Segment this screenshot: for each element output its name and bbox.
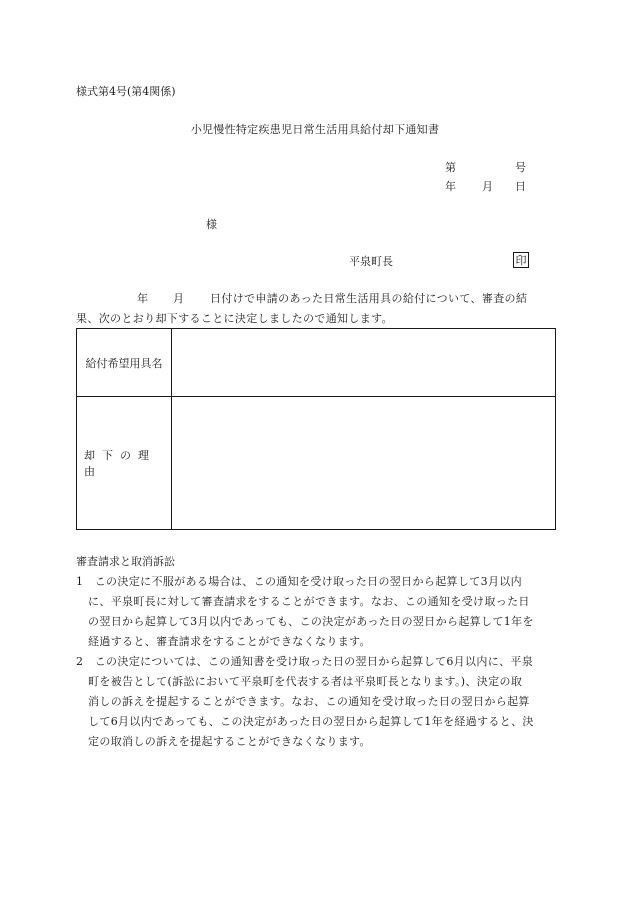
date-day: 日 <box>515 180 526 193</box>
intro-month: 月 <box>173 292 184 305</box>
table-row-reason <box>77 397 555 529</box>
table-row-item <box>77 329 555 397</box>
intro-line-2: 果、次のとおり却下することに決定しましたので通知します。 <box>76 312 393 325</box>
intro-line-1 <box>76 293 527 304</box>
appeal-item-2-line: 町を被告として(訴訟において平泉町を代表する者は平泉町長となります。)、決定の取 <box>88 675 523 688</box>
appeal-item-2-line: 消しの訴えを提起することができます。なお、この通知を受け取った日の翌日から起算 <box>88 695 530 708</box>
form-number: 様式第4号(第4関係) <box>76 85 176 98</box>
appeal-item-2-line: 2 この決定については、この通知書を受け取った日の翌日から起算して6月以内に、平泉 <box>76 655 534 668</box>
issuer-name: 平泉町長 <box>349 255 393 268</box>
seal-box: 印 <box>513 252 529 268</box>
intro-line-1-text: 日付けで申請のあった日常生活用具の給付について、審査の結 <box>210 292 528 305</box>
appeal-item-1-line: の翌日から起算して3月以内であっても、この決定があった日の翌日から起算して1年を <box>88 615 534 628</box>
appeal-heading: 審査請求と取消訴訟 <box>76 555 175 568</box>
number-suffix: 号 <box>515 161 526 174</box>
item-name-label: 給付希望用具名 <box>85 356 163 370</box>
reason-label: 却下の理由 <box>84 449 156 478</box>
addressee-suffix: 様 <box>206 218 217 231</box>
appeal-item-1-line: 経過すると、審査請求をすることができなくなります。 <box>88 635 371 648</box>
date-month: 月 <box>482 180 493 193</box>
appeal-item-1-line: 1 この決定に不服がある場合は、この通知を受け取った日の翌日から起算して3月以内 <box>76 575 522 588</box>
intro-year: 年 <box>137 292 148 305</box>
column-divider <box>171 397 172 529</box>
document-title: 小児慢性特定疾患児日常生活用具給付却下通知書 <box>190 123 440 136</box>
column-divider <box>171 329 172 396</box>
appeal-item-1-line: に、平泉町長に対して審査請求をすることができます。なお、この通知を受け取った日 <box>88 595 530 608</box>
number-prefix: 第 <box>445 161 456 174</box>
appeal-item-2-line: 定の取消しの訴えを提起することができなくなります。 <box>88 735 371 748</box>
rejection-table <box>76 328 556 530</box>
date-year: 年 <box>445 180 456 193</box>
appeal-item-2-line: して6月以内であっても、この決定があった日の翌日から起算して1年を経過すると、決 <box>88 715 534 728</box>
